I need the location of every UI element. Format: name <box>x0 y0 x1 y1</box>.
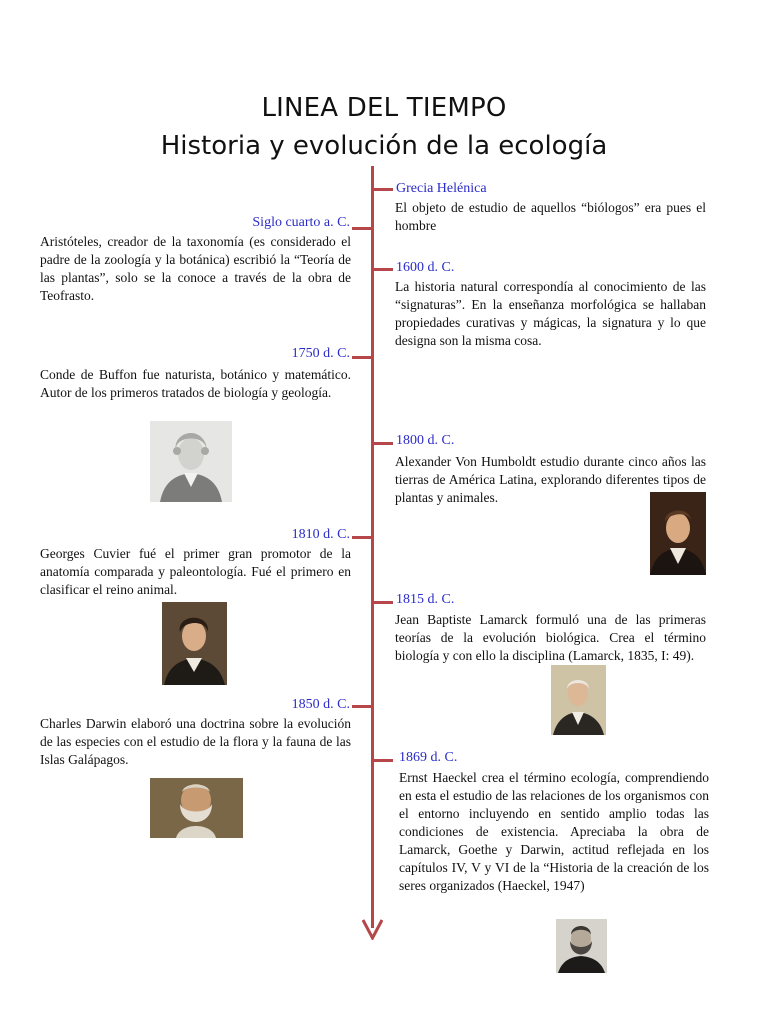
event-description: El objeto de estudio de aquellos “biólogos” era pues el hombre <box>395 200 706 233</box>
event-date: 1750 d. C. <box>291 346 350 361</box>
timeline-tick <box>373 268 393 271</box>
timeline-tick <box>373 442 393 445</box>
event-date: Siglo cuarto a. C. <box>252 215 350 230</box>
event-date: 1800 d. C. <box>396 433 455 448</box>
timeline-tick <box>352 356 372 359</box>
timeline-tick <box>352 536 372 539</box>
cuvier-portrait <box>162 602 227 685</box>
event-description: Charles Darwin elaboró una doctrina sobre la evolución de las especies con el estudio de la flora y la fauna de las Islas Galápagos. <box>40 716 351 767</box>
event-description: Georges Cuvier fué el primer gran promotor de la anatomía comparada y paleontología. Fué el primero en clasificar el reino animal. <box>40 546 351 597</box>
page-subtitle: Historia y evolución de la ecología <box>160 131 608 161</box>
event-description: Jean Baptiste Lamarck formuló una de las primeras teorías de la evolución biológica. Crea el término biología y con ello la disciplina (Lamarck, 1835, I: 49). <box>395 612 706 663</box>
timeline-tick <box>373 759 393 762</box>
timeline-tick <box>352 227 372 230</box>
darwin-portrait <box>150 778 243 838</box>
buffon-portrait <box>150 421 232 502</box>
humboldt-portrait <box>650 492 706 575</box>
timeline-tick <box>373 188 393 191</box>
page-title: LINEA DEL TIEMPO <box>261 93 507 123</box>
event-date: 1600 d. C. <box>396 260 455 275</box>
timeline-arrow-icon <box>362 918 383 940</box>
timeline-tick <box>373 601 393 604</box>
event-description: La historia natural correspondía al conocimiento de las “signaturas”. En la enseñanza morfológica se hallaban propiedades curativas y mágicas, la signatura y lo que designa son la misma cosa. <box>395 279 706 348</box>
event-date: 1869 d. C. <box>399 750 458 765</box>
event-date: 1815 d. C. <box>396 592 455 607</box>
lamarck-portrait <box>551 665 606 735</box>
event-date: 1810 d. C. <box>291 527 350 542</box>
event-date: 1850 d. C. <box>291 697 350 712</box>
haeckel-portrait <box>556 919 607 973</box>
event-description: Aristóteles, creador de la taxonomía (es considerado el padre de la zoología y la botánica) escribió la “Teoría de las plantas”, solo se la conoce a través de la obra de Teofrasto. <box>40 234 351 303</box>
event-description: Conde de Buffon fue naturista, botánico y matemático. Autor de los primeros tratados de biología y geología. <box>40 367 351 400</box>
event-description: Ernst Haeckel crea el término ecología, comprendiendo en esta el estudio de las relaciones de los organismos con el entorno incluyendo en sentido amplio todas las condiciones de existencia. Apreciaba la obra de Lamarck, Goethe y Darwin, actitud reflejada en los capítulos IV, V y VI de la “Historia de la creación de los seres organizados (Haeckel, 1947) <box>399 770 709 893</box>
timeline-tick <box>352 705 372 708</box>
event-description: Alexander Von Humboldt estudio durante cinco años las tierras de América Latina, explorando diferentes tipos de plantas y animales. <box>395 454 706 505</box>
event-date: Grecia Helénica <box>396 181 487 196</box>
timeline-axis <box>371 166 374 928</box>
